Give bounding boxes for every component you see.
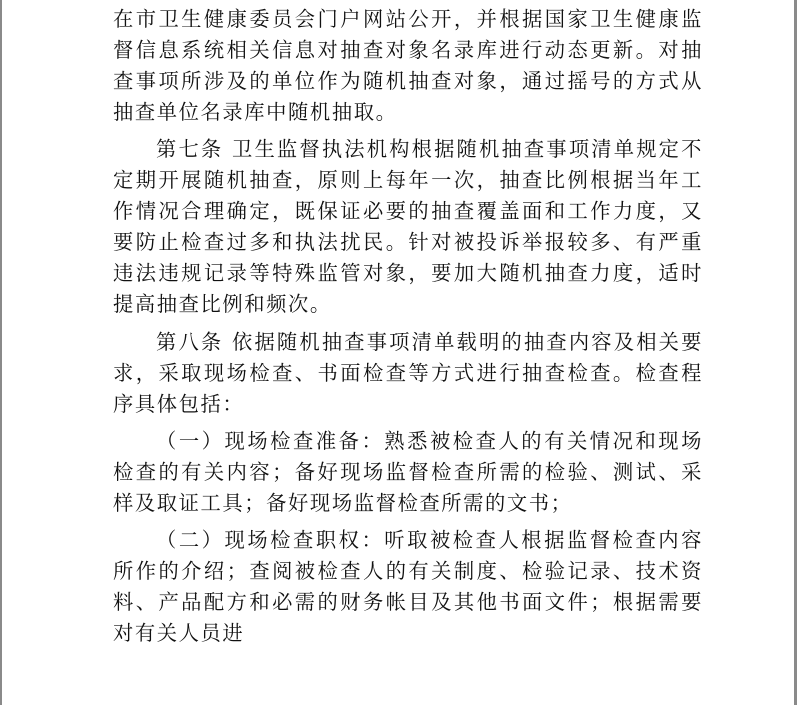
document-page-body <box>113 4 703 649</box>
paragraph-article-8: 第八条 依据随机抽查事项清单载明的抽查内容及相关要求，采取现场检查、书面检查等方式进行抽查检查。检查程序具体包括： <box>113 329 703 416</box>
paragraph-article-7: 第七条 卫生监督执法机构根据随机抽查事项清单规定不定期开展随机抽查，原则上每年一次，抽查比例根据当年工作情况合理确定，既保证必要的抽查覆盖面和工作力度，又要防止检查过多和执法扰民。针对被投诉举报较多、有严重违法违规记录等特殊监管对象，要加大随机抽查力度，适时提高抽查比例和频次。 <box>113 137 703 317</box>
paragraph-item-2: （二）现场检查职权：听取被检查人根据监督检查内容所作的介绍；查阅被检查人的有关制度、检验记录、技术资料、产品配方和必需的财务帐目及其他书面文件；根据需要对有关人员进 <box>113 528 703 646</box>
paragraph-continuation: 在市卫生健康委员会门户网站公开，并根据国家卫生健康监督信息系统相关信息对抽查对象名录库进行动态更新。对抽查事项所涉及的单位作为随机抽查对象，通过摇号的方式从抽查单位名录库中随机抽取。 <box>113 7 703 124</box>
paragraph-item-1: （一）现场检查准备：熟悉被检查人的有关情况和现场检查的有关内容；备好现场监督检查所需的检验、测试、采样及取证工具；备好现场监督检查所需的文书； <box>113 428 703 515</box>
page-left-border <box>0 0 2 705</box>
